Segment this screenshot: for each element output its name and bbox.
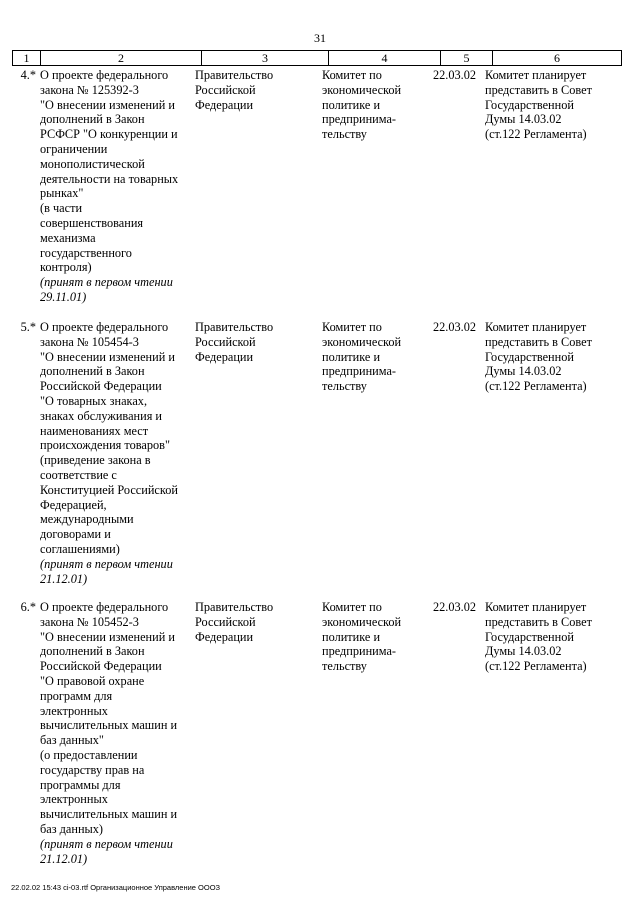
bill-title-line: электронных bbox=[40, 792, 108, 807]
committee-line: политике и bbox=[322, 629, 381, 644]
column-header-6: 6 bbox=[492, 51, 622, 65]
bill-author bbox=[195, 600, 305, 644]
committee-line: Комитет по bbox=[322, 68, 382, 82]
note-line: (ст.122 Регламента) bbox=[485, 127, 587, 142]
bill-title-line: закона № 125392-3 bbox=[40, 82, 139, 97]
bill-title-line: ограничении bbox=[40, 141, 108, 156]
bill-author-line: Российской bbox=[195, 334, 256, 349]
bill-title-line: механизма bbox=[40, 230, 96, 245]
committee-line: Комитет по bbox=[322, 320, 382, 334]
bill-title-line: 21.12.01) bbox=[40, 571, 88, 586]
note-line: Комитет планирует bbox=[485, 68, 587, 82]
bill-title-line: вычислительных машин и bbox=[40, 807, 178, 822]
date-text: 22.03.02 bbox=[433, 320, 477, 334]
bill-title-line: О проекте федерального bbox=[40, 320, 169, 334]
column-header-2: 2 bbox=[40, 51, 201, 65]
note-line: (ст.122 Регламента) bbox=[485, 659, 587, 674]
date bbox=[433, 320, 493, 335]
bill-title-line: О проекте федерального bbox=[40, 600, 169, 614]
committee-line: предпринима- bbox=[322, 112, 397, 127]
bill-title-line: (принят в первом чтении bbox=[40, 836, 173, 851]
bill-title-line: соглашениями) bbox=[40, 541, 120, 556]
bill-title-line: О проекте федерального bbox=[40, 68, 169, 82]
bill-title-line: соответствие с bbox=[40, 467, 117, 482]
bill-title-line: "О внесении изменений и bbox=[40, 97, 175, 112]
column-header-4: 4 bbox=[328, 51, 440, 65]
note-line: представить в Совет bbox=[485, 334, 592, 349]
date-text: 22.03.02 bbox=[433, 600, 477, 614]
bill-title-line: (принят в первом чтении bbox=[40, 275, 173, 290]
responsible-committee bbox=[322, 600, 432, 674]
note bbox=[485, 68, 625, 142]
committee-line: предпринима- bbox=[322, 364, 397, 379]
committee-line: экономической bbox=[322, 82, 402, 97]
bill-title-line: (принят в первом чтении bbox=[40, 556, 173, 571]
row-number-text: 6.* bbox=[20, 600, 36, 614]
committee-line: предпринима- bbox=[322, 644, 397, 659]
row-number bbox=[12, 320, 36, 335]
date bbox=[433, 600, 493, 615]
note-line: Думы 14.03.02 bbox=[485, 112, 562, 127]
bill-title bbox=[40, 320, 200, 586]
committee-line: экономической bbox=[322, 614, 402, 629]
column-header-5: 5 bbox=[440, 51, 492, 65]
bill-author-line: Российской bbox=[195, 82, 256, 97]
bill-title-line: Конституцией Российской bbox=[40, 482, 178, 497]
note-line: (ст.122 Регламента) bbox=[485, 379, 587, 394]
column-header-1: 1 bbox=[12, 51, 40, 65]
note-line: Комитет планирует bbox=[485, 320, 587, 334]
bill-title-line: государству прав на bbox=[40, 762, 145, 777]
bill-author-line: Российской bbox=[195, 614, 256, 629]
bill-title-line: дополнений в Закон bbox=[40, 112, 145, 127]
bill-title-line: происхождения товаров" bbox=[40, 438, 170, 453]
note-line: Комитет планирует bbox=[485, 600, 587, 614]
note-line: Государственной bbox=[485, 629, 574, 644]
bill-title-line: "О правовой охране bbox=[40, 673, 145, 688]
bill-author-line: Федерации bbox=[195, 97, 254, 112]
bill-title-line: рынках" bbox=[40, 186, 84, 201]
bill-title-line: (о предоставлении bbox=[40, 747, 138, 762]
committee-line: политике и bbox=[322, 349, 381, 364]
bill-author-line: Правительство bbox=[195, 320, 274, 334]
committee-line: экономической bbox=[322, 334, 402, 349]
page-number: 31 bbox=[314, 31, 326, 45]
bill-title-line: дополнений в Закон bbox=[40, 364, 145, 379]
note bbox=[485, 600, 625, 674]
note-line: представить в Совет bbox=[485, 614, 592, 629]
note-line: Государственной bbox=[485, 349, 574, 364]
bill-author bbox=[195, 320, 305, 364]
bill-title bbox=[40, 600, 200, 866]
bill-title-line: наименованиях мест bbox=[40, 423, 149, 438]
column-header-3: 3 bbox=[201, 51, 328, 65]
bill-title-line: дополнений в Закон bbox=[40, 644, 145, 659]
bill-title-line: Российской Федерации bbox=[40, 379, 162, 394]
responsible-committee bbox=[322, 68, 432, 142]
date-text: 22.03.02 bbox=[433, 68, 477, 82]
bill-title-line: Федерацией, bbox=[40, 497, 107, 512]
bill-title-line: "О товарных знаках, bbox=[40, 393, 148, 408]
bill-title-line: программы для bbox=[40, 777, 121, 792]
bill-title-line: международными bbox=[40, 512, 134, 527]
bill-title-line: программ для bbox=[40, 688, 113, 703]
bill-title-line: (в части bbox=[40, 201, 83, 216]
bill-title-line: вычислительных машин и bbox=[40, 718, 178, 733]
bill-title-line: знаках обслуживания и bbox=[40, 408, 163, 423]
bill-title-line: РСФСР "О конкуренции и bbox=[40, 127, 178, 142]
row-number bbox=[12, 68, 36, 83]
bill-author-line: Федерации bbox=[195, 349, 254, 364]
row-number-text: 5.* bbox=[20, 320, 36, 334]
responsible-committee bbox=[322, 320, 432, 394]
note-line: представить в Совет bbox=[485, 82, 592, 97]
bill-author-line: Правительство bbox=[195, 68, 274, 82]
bill-author-line: Федерации bbox=[195, 629, 254, 644]
bill-title bbox=[40, 68, 200, 305]
committee-line: Комитет по bbox=[322, 600, 382, 614]
bill-title-line: Российской Федерации bbox=[40, 659, 162, 674]
bill-title-line: монополистической bbox=[40, 156, 145, 171]
bill-title-line: баз данных" bbox=[40, 733, 104, 748]
committee-line: тельству bbox=[322, 659, 367, 674]
committee-line: политике и bbox=[322, 97, 381, 112]
bill-title-line: контроля) bbox=[40, 260, 92, 275]
bill-title-line: электронных bbox=[40, 703, 108, 718]
note-line: Думы 14.03.02 bbox=[485, 644, 562, 659]
bill-title-line: закона № 105452-3 bbox=[40, 614, 139, 629]
bill-title-line: баз данных) bbox=[40, 821, 104, 836]
row-number-text: 4.* bbox=[20, 68, 36, 82]
bill-title-line: "О внесении изменений и bbox=[40, 629, 175, 644]
bill-title-line: совершенствования bbox=[40, 215, 144, 230]
note bbox=[485, 320, 625, 394]
bill-title-line: закона № 105454-3 bbox=[40, 334, 139, 349]
bill-title-line: 29.11.01) bbox=[40, 289, 87, 304]
bill-title-line: договорами и bbox=[40, 527, 111, 542]
note-line: Думы 14.03.02 bbox=[485, 364, 562, 379]
row-number bbox=[12, 600, 36, 615]
committee-line: тельству bbox=[322, 127, 367, 142]
bill-author bbox=[195, 68, 305, 112]
date bbox=[433, 68, 493, 83]
bill-title-line: государственного bbox=[40, 245, 132, 260]
table-header-row bbox=[12, 50, 622, 66]
committee-line: тельству bbox=[322, 379, 367, 394]
bill-author-line: Правительство bbox=[195, 600, 274, 614]
footer: 22.02.02 15:43 ci-03.rtf Организационное Управление ОООЗ bbox=[11, 883, 221, 892]
bill-title-line: (приведение закона в bbox=[40, 453, 151, 468]
bill-title-line: "О внесении изменений и bbox=[40, 349, 175, 364]
bill-title-line: 21.12.01) bbox=[40, 851, 88, 866]
bill-title-line: деятельности на товарных bbox=[40, 171, 179, 186]
note-line: Государственной bbox=[485, 97, 574, 112]
